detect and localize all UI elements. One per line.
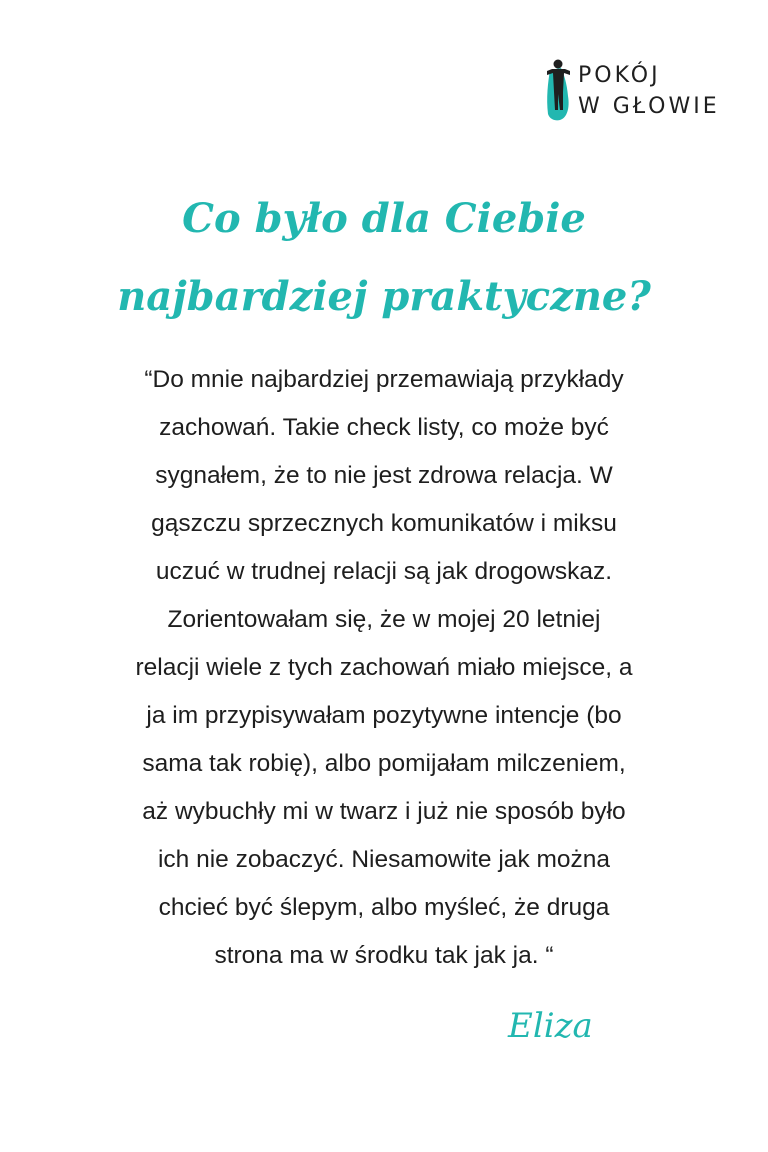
- quote-line: ich nie zobaczyć. Niesamowite jak można: [157, 846, 611, 873]
- quote-line: strona ma w środku tak jak ja. “: [214, 942, 554, 969]
- page-title-line1: Co było dla Ciebie: [182, 195, 586, 242]
- page-title: [0, 180, 768, 336]
- quote-line: aż wybuchły mi w twarz i już nie sposób było: [142, 798, 626, 825]
- quote-line: uczuć w trudnej relacji są jak drogowskaz.: [155, 558, 613, 585]
- quote-line: “Do mnie najbardziej przemawiają przykłady: [144, 366, 624, 393]
- brand-logo: [544, 58, 734, 124]
- brand-name: [578, 60, 720, 122]
- quote-author: Eliza: [508, 1006, 593, 1046]
- quote-line: ja im przypisywałam pozytywne intencje (bo: [146, 702, 622, 729]
- quote-line: Zorientowałam się, że w mojej 20 letniej: [167, 606, 601, 633]
- quote-line: zachowań. Takie check listy, co może być: [159, 414, 609, 441]
- page-title-line2: najbardziej praktyczne?: [117, 273, 651, 320]
- testimonial-quote: [50, 356, 718, 980]
- brand-name-line1: POKÓJ: [578, 63, 661, 88]
- brand-name-line2: W GŁOWIE: [578, 94, 720, 119]
- quote-line: gąszczu sprzecznych komunikatów i miksu: [151, 510, 617, 537]
- quote-line: sama tak robię), albo pomijałam milczeniem,: [142, 750, 626, 777]
- quote-line: sygnałem, że to nie jest zdrowa relacja. W: [155, 462, 613, 489]
- quote-line: chcieć być ślepym, albo myśleć, że druga: [158, 894, 610, 921]
- standing-figure-icon: [544, 58, 572, 122]
- quote-line: relacji wiele z tych zachowań miało miejsce, a: [135, 654, 633, 681]
